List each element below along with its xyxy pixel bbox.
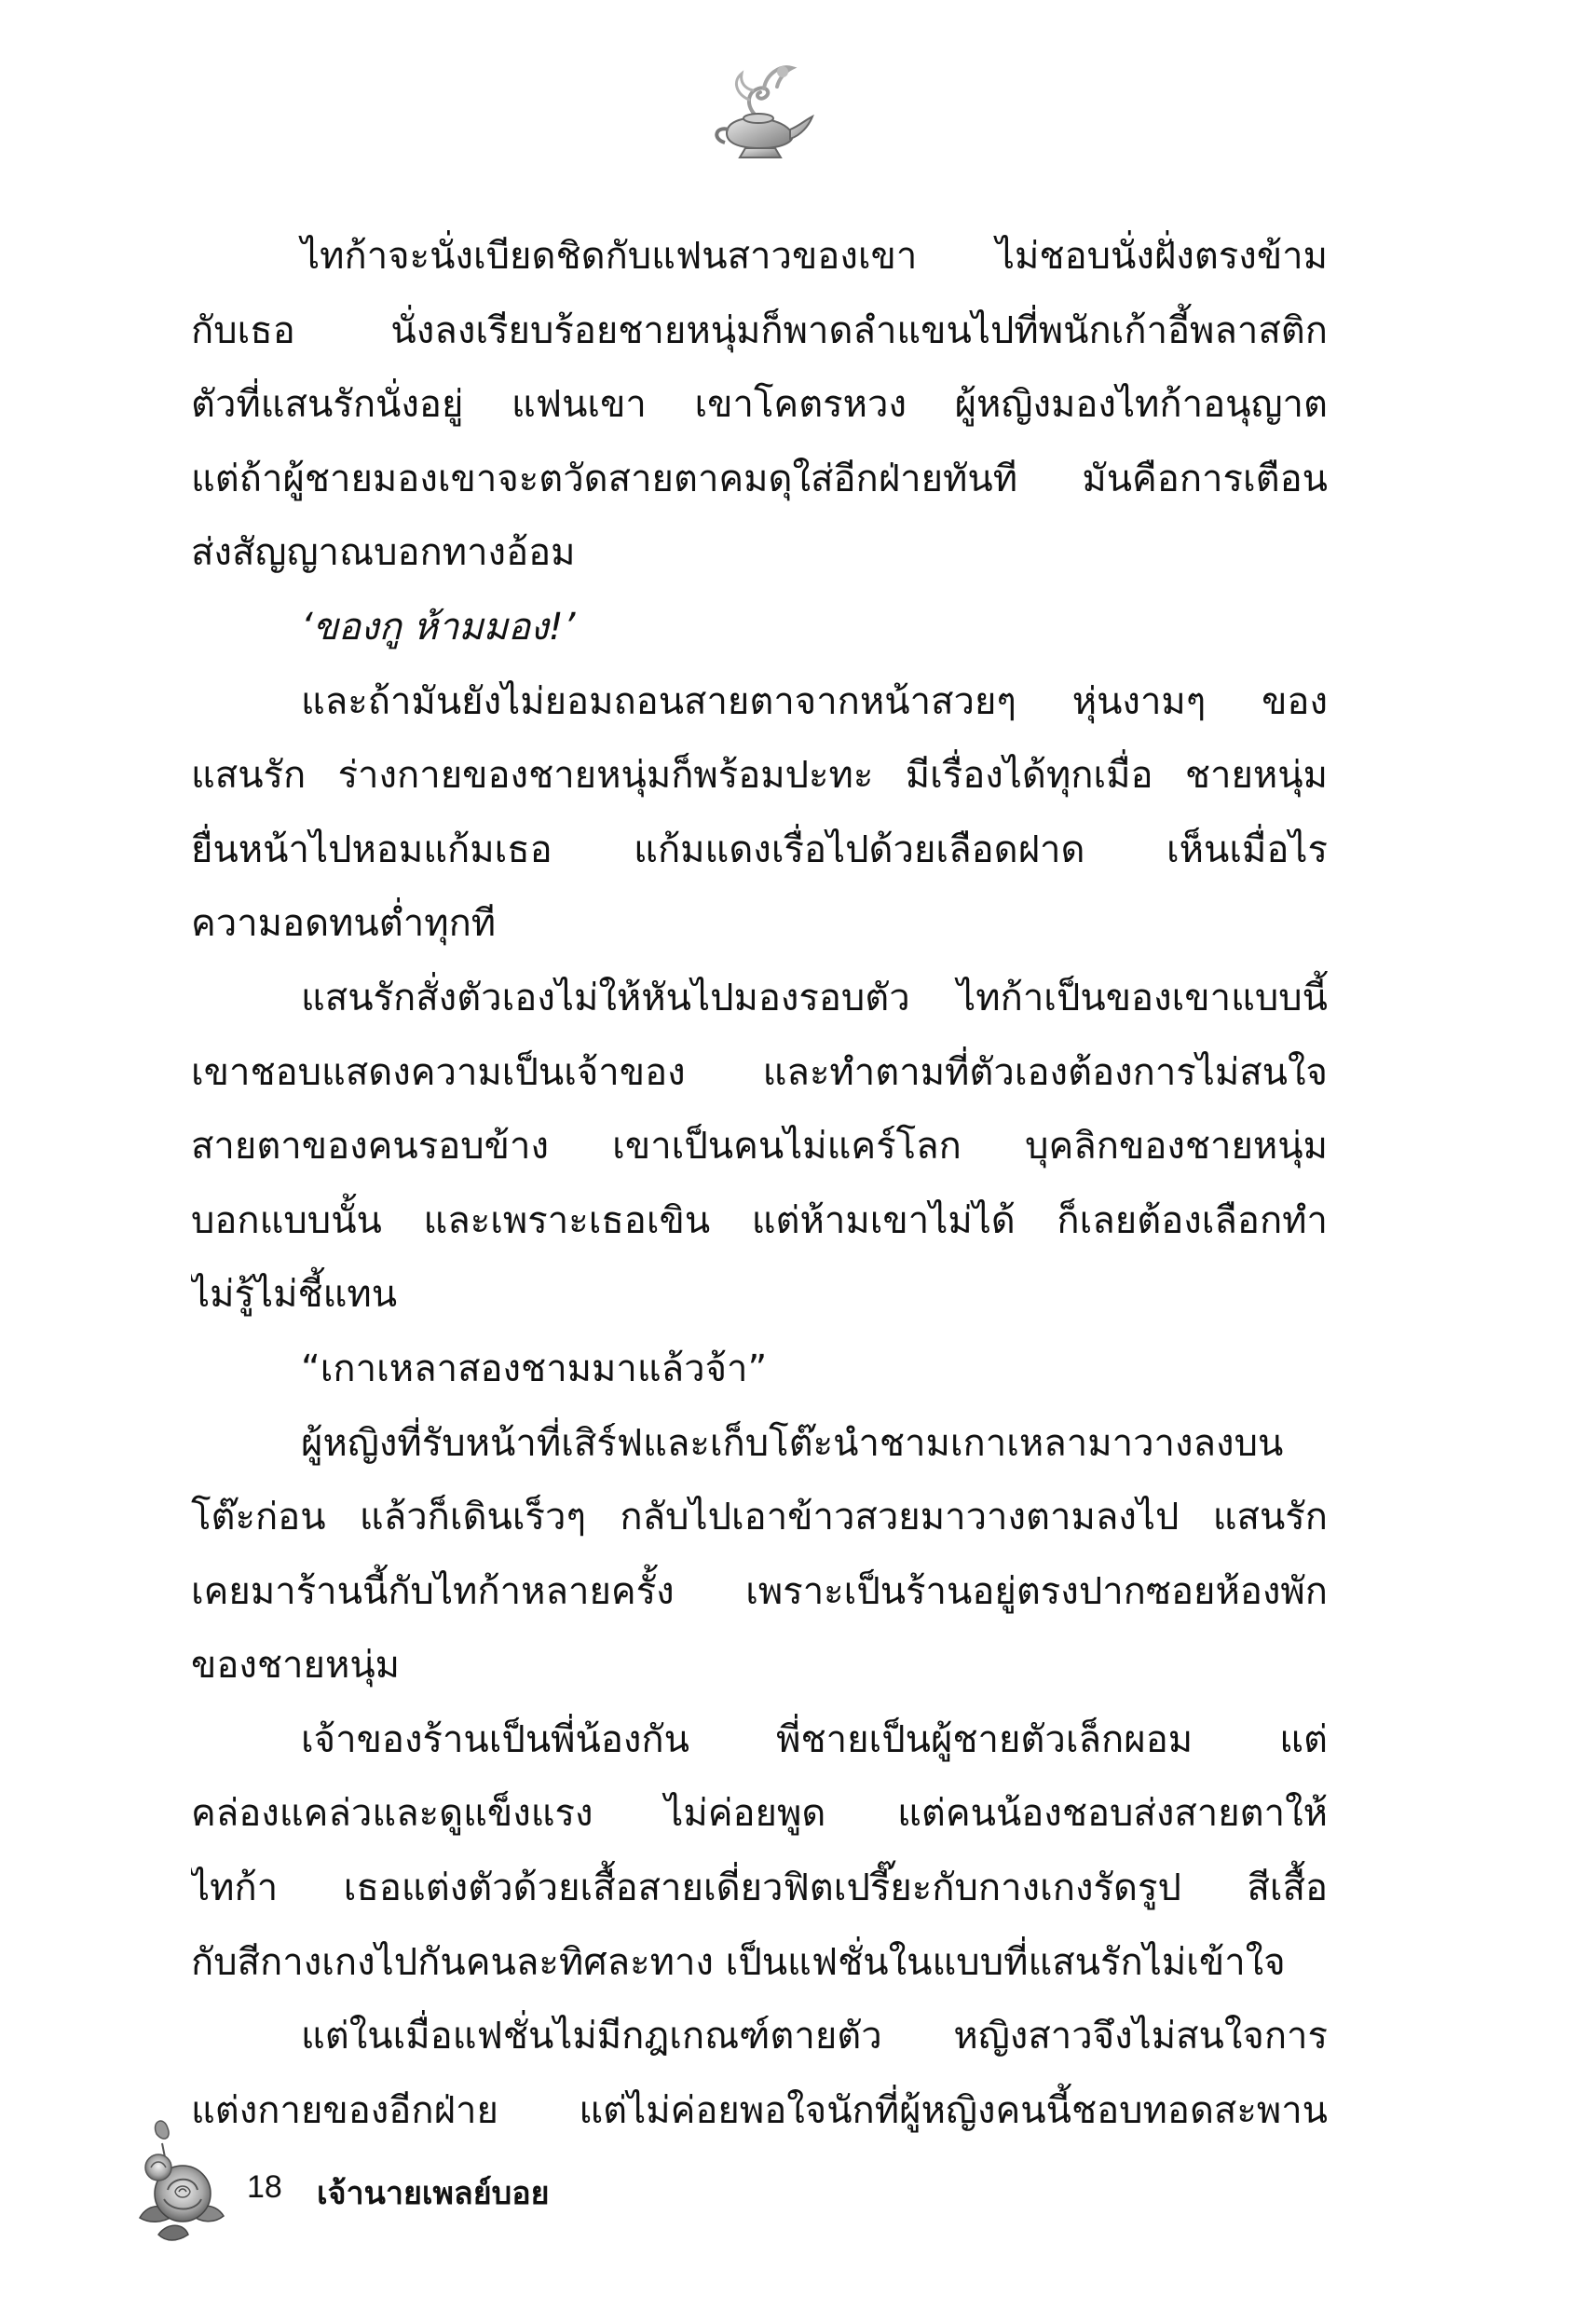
book-title: เจ้านายเพลย์บอย bbox=[317, 2175, 550, 2212]
paragraph-6 bbox=[191, 1407, 1328, 1703]
text-line: แสนรักสั่งตัวเองไม่ให้หันไปมองรอบตัว ไทก้าเป็นของเขาแบบนี้ bbox=[301, 976, 1328, 1019]
text-line: ไทก้าจะนั่งเบียดชิดกับแฟนสาวของเขา ไม่ชอบนั่งฝั่งตรงข้าม bbox=[301, 235, 1328, 278]
paragraph-4 bbox=[191, 962, 1328, 1333]
text-line: แต่งกายของอีกฝ่าย แต่ไม่ค่อยพอใจนักที่ผู้หญิงคนนี้ชอบทอดสะพาน bbox=[191, 2088, 1328, 2132]
text-line: และถ้ามันยังไม่ยอมถอนสายตาจากหน้าสวยๆ หุ่นงามๆ ของ bbox=[301, 679, 1328, 723]
text-line: โต๊ะก่อน แล้วก็เดินเร็วๆ กลับไปเอาข้าวสวยมาวางตามลงไป แสนรัก bbox=[191, 1496, 1328, 1539]
text-line: กับเธอ นั่งลงเรียบร้อยชายหนุ่มก็พาดลำแขนไปที่พนักเก้าอี้พลาสติก bbox=[191, 308, 1328, 352]
text-line: ‘ของกู ห้ามมอง!’ bbox=[301, 605, 576, 649]
text-line: ผู้หญิงที่รับหน้าที่เสิร์ฟและเก็บโต๊ะนำชามเกาเหลามาวางลงบน bbox=[301, 1421, 1284, 1465]
text-line: แต่ถ้าผู้ชายมองเขาจะตวัดสายตาคมดุใส่อีกฝ่ายทันที มันคือการเตือน bbox=[191, 457, 1328, 500]
paragraph-1 bbox=[191, 220, 1328, 591]
text-line: แต่ในเมื่อแฟชั่นไม่มีกฎเกณฑ์ตายตัว หญิงสาวจึงไม่สนใจการ bbox=[301, 2015, 1328, 2058]
text-line: คล่องแคล่วและดูแข็งแรง ไม่ค่อยพูด แต่คนน้องชอบส่งสายตาให้ bbox=[191, 1792, 1328, 1836]
text-line: ความอดทนต่ำทุกที bbox=[191, 902, 497, 946]
text-line: แสนรัก ร่างกายของชายหนุ่มก็พร้อมปะทะ มีเรื่องได้ทุกเมื่อ ชายหนุ่ม bbox=[191, 754, 1328, 798]
paragraph-2 bbox=[191, 591, 1328, 665]
body-text bbox=[191, 220, 1328, 2148]
text-line: ไม่รู้ไม่ชี้แทน bbox=[191, 1273, 398, 1317]
text-line: บอกแบบนั้น และเพราะเธอเขิน แต่ห้ามเขาไม่ได้ ก็เลยต้องเลือกทำ bbox=[191, 1198, 1328, 1242]
paragraph-5 bbox=[191, 1333, 1328, 1407]
text-line: เจ้าของร้านเป็นพี่น้องกัน พี่ชายเป็นผู้ชายตัวเล็กผอม แต่ bbox=[301, 1717, 1328, 1761]
paragraph-7 bbox=[191, 1703, 1328, 2000]
paragraph-3 bbox=[191, 665, 1328, 962]
text-line: ไทก้า เธอแต่งตัวด้วยเสื้อสายเดี่ยวฟิตเปรี๊ยะกับกางเกงรัดรูป สีเสื้อ bbox=[191, 1867, 1328, 1910]
text-line: “เกาเหลาสองชามมาแล้วจ้า” bbox=[301, 1347, 768, 1390]
text-line: ยื่นหน้าไปหอมแก้มเธอ แก้มแดงเรื่อไปด้วยเลือดฝาด เห็นเมื่อไร bbox=[191, 827, 1328, 871]
text-line: ของชายหนุ่ม bbox=[191, 1644, 401, 1688]
text-line: เขาชอบแสดงความเป็นเจ้าของ และทำตามที่ตัวเองต้องการไม่สนใจ bbox=[191, 1050, 1328, 1094]
page-footer bbox=[130, 2115, 783, 2246]
text-line: ส่งสัญญาณบอกทางอ้อม bbox=[191, 531, 576, 575]
text-line: เคยมาร้านนี้กับไทก้าหลายครั้ง เพราะเป็นร้านอยู่ตรงปากซอยห้องพัก bbox=[191, 1569, 1328, 1613]
text-line: สายตาของคนรอบข้าง เขาเป็นคนไม่แคร์โลก บุคลิกของชายหนุ่ม bbox=[191, 1125, 1328, 1169]
genie-lamp-ornament-icon bbox=[699, 51, 820, 172]
text-line: กับสีกางเกงไปกันคนละทิศละทาง เป็นแฟชั่นในแบบที่แสนรักไม่เข้าใจ bbox=[191, 1940, 1286, 1984]
text-line: ตัวที่แสนรักนั่งอยู่ แฟนเขา เขาโคตรหวง ผู้หญิงมองไทก้าอนุญาต bbox=[191, 383, 1328, 427]
rose-icon bbox=[130, 2115, 233, 2246]
page-number: 18 bbox=[247, 2169, 282, 2205]
